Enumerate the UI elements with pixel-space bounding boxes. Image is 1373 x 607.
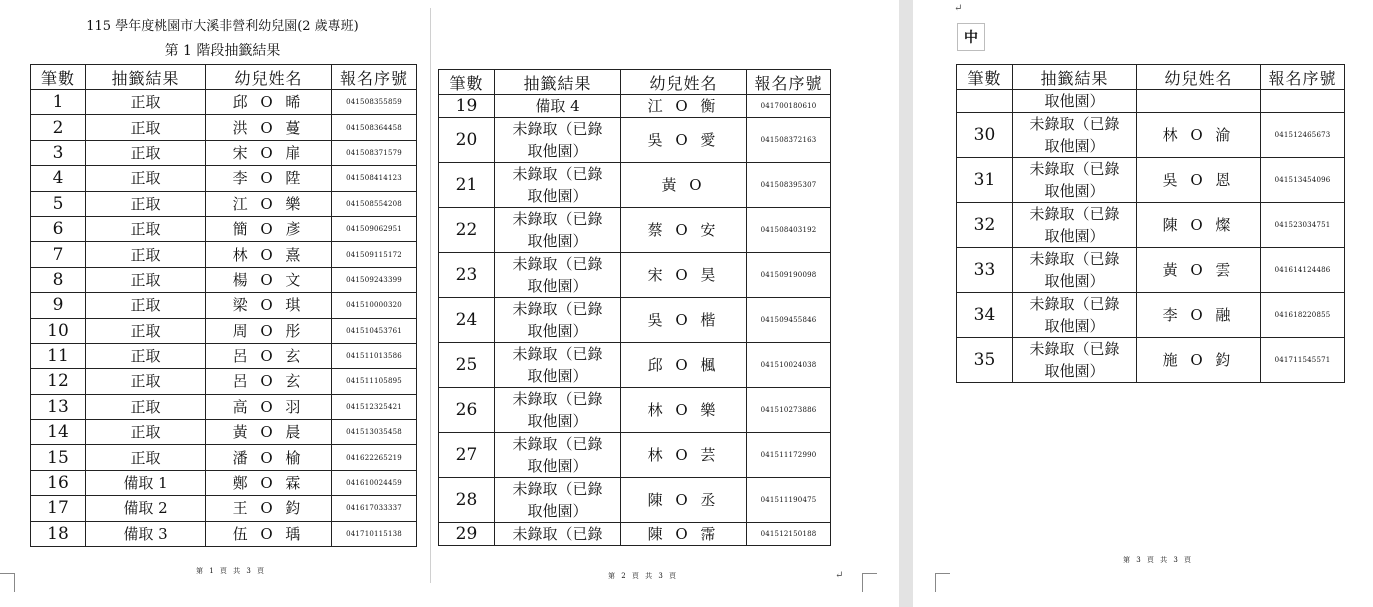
row-result: 正取 [86, 293, 206, 318]
row-reg: 041512150188 [747, 523, 831, 546]
table-row [31, 267, 417, 292]
row-name: 黃 O 晨 [206, 420, 332, 445]
row-reg: 041508355859 [332, 90, 417, 115]
row-result-line-2: 取他園） [1044, 362, 1105, 380]
table-header-row [31, 65, 417, 90]
row-name: 陳 O 霈 [621, 523, 747, 546]
row-reg: 041512325421 [332, 394, 417, 419]
row-name: 伍 O 瑀 [206, 521, 332, 546]
row-result-line-1: 未錄取（已錄 [512, 120, 603, 138]
row-result [1013, 293, 1137, 338]
table-row [31, 496, 417, 521]
col-header-count: 筆數 [957, 65, 1013, 90]
row-result [1013, 158, 1137, 203]
document-title: 115 學年度桃園市大溪非營利幼兒園(2 歲專班) [86, 19, 359, 34]
table-row [439, 298, 831, 343]
col-header-name: 幼兒姓名 [621, 70, 747, 95]
row-reg: 041513035458 [332, 420, 417, 445]
table-row-continuation [957, 90, 1345, 113]
row-count: 15 [31, 445, 86, 470]
row-result-line-2: 取他園） [1044, 227, 1105, 245]
table-row [31, 293, 417, 318]
row-count: 12 [31, 369, 86, 394]
row-result-line-1: 未錄取（已錄 [512, 255, 603, 273]
row-result-line-1: 未錄取（已錄 [512, 390, 603, 408]
row-name: 陳 O 燦 [1137, 203, 1261, 248]
col-header-name: 幼兒姓名 [206, 65, 332, 90]
row-name: 吳 O 愛 [621, 118, 747, 163]
row-reg: 041509243399 [332, 267, 417, 292]
row-name: 陳 O 丞 [621, 478, 747, 523]
row-reg: 041509115172 [332, 242, 417, 267]
row-result-line-2: 取他園） [527, 277, 588, 295]
row-reg: 041508403192 [747, 208, 831, 253]
row-result-line-2: 取他園） [527, 502, 588, 520]
row-result [495, 208, 621, 253]
table-row [439, 208, 831, 253]
row-count: 25 [439, 343, 495, 388]
row-result: 備取 1 [86, 470, 206, 495]
row-name: 黃 O 雲 [1137, 248, 1261, 293]
table-row [439, 388, 831, 433]
row-count: 22 [439, 208, 495, 253]
row-reg: 041618220855 [1261, 293, 1345, 338]
row-result-line-1: 未錄取（已錄 [512, 300, 603, 318]
row-count: 9 [31, 293, 86, 318]
row-count: 26 [439, 388, 495, 433]
row-result [495, 478, 621, 523]
row-name: 吳 O 楷 [621, 298, 747, 343]
row-count: 31 [957, 158, 1013, 203]
row-result-line-2: 取他園） [527, 232, 588, 250]
col-header-name: 幼兒姓名 [1137, 65, 1261, 90]
row-reg: 041511172990 [747, 433, 831, 478]
table-row [439, 478, 831, 523]
table-row [439, 343, 831, 388]
page-gap [899, 0, 913, 607]
row-result-line-2: 取他園） [527, 142, 588, 160]
row-result [1013, 203, 1137, 248]
row-result-line-2: 取他園） [1044, 272, 1105, 290]
row-count: 28 [439, 478, 495, 523]
row-name: 李 O 融 [1137, 293, 1261, 338]
page-footer-3: 第 3 頁 共 3 頁 [1123, 556, 1194, 564]
table-row [439, 433, 831, 478]
row-count: 33 [957, 248, 1013, 293]
row-name: 王 O 鈞 [206, 496, 332, 521]
row-count: 13 [31, 394, 86, 419]
table-row [957, 158, 1345, 203]
table-row [957, 248, 1345, 293]
table-row [31, 166, 417, 191]
row-count: 7 [31, 242, 86, 267]
row-result-line-1: 未錄取（已錄 [1029, 295, 1120, 313]
row-result-line-1: 未錄取（已錄 [512, 435, 603, 453]
table-row [957, 113, 1345, 158]
row-reg: 041513454096 [1261, 158, 1345, 203]
row-result: 備取 2 [86, 496, 206, 521]
row-result: 正取 [86, 343, 206, 368]
crop-mark-left [0, 573, 15, 592]
results-table-page-1 [30, 64, 417, 547]
row-result-line-2: 取他園） [1044, 317, 1105, 335]
column-divider [430, 8, 431, 583]
table-row [31, 140, 417, 165]
table-row [31, 420, 417, 445]
row-reg: 041511105895 [332, 369, 417, 394]
crop-mark-page3 [935, 573, 950, 592]
row-reg: 041711545571 [1261, 338, 1345, 383]
col-header-count: 筆數 [31, 65, 86, 90]
row-reg: 041617033337 [332, 496, 417, 521]
row-reg: 041510453761 [332, 318, 417, 343]
row-result-continuation: 取他園） [1013, 90, 1137, 113]
row-reg: 041508372163 [747, 118, 831, 163]
row-name: 林 O 熹 [206, 242, 332, 267]
row-result-line-1: 未錄取（已錄 [512, 210, 603, 228]
row-result-line-1: 未錄取（已錄 [512, 480, 603, 498]
row-name: 周 O 彤 [206, 318, 332, 343]
row-count: 16 [31, 470, 86, 495]
row-result-line-1: 未錄取（已錄 [1029, 340, 1120, 358]
row-result [495, 298, 621, 343]
table-row [439, 253, 831, 298]
table-row [31, 115, 417, 140]
row-result [495, 163, 621, 208]
row-reg: 041512465673 [1261, 113, 1345, 158]
row-reg: 041508395307 [747, 163, 831, 208]
row-count: 29 [439, 523, 495, 546]
row-name [1137, 90, 1261, 113]
row-result: 正取 [86, 420, 206, 445]
table-header-row [957, 65, 1345, 90]
col-header-result: 抽籤結果 [495, 70, 621, 95]
row-name: 林 O 渝 [1137, 113, 1261, 158]
row-name: 江 O 樂 [206, 191, 332, 216]
row-count: 6 [31, 216, 86, 241]
row-result [495, 343, 621, 388]
row-result-line-1: 未錄取（已錄 [512, 525, 603, 543]
row-name: 鄭 O 霖 [206, 470, 332, 495]
row-name: 楊 O 文 [206, 267, 332, 292]
row-count: 17 [31, 496, 86, 521]
row-result [1013, 248, 1137, 293]
table-row [31, 470, 417, 495]
row-name: 黃 O [621, 163, 747, 208]
row-name: 林 O 芸 [621, 433, 747, 478]
row-name: 洪 O 蔓 [206, 115, 332, 140]
row-count: 21 [439, 163, 495, 208]
row-count: 27 [439, 433, 495, 478]
crop-mark-right [862, 573, 877, 592]
row-result [495, 523, 621, 546]
row-reg: 041710115138 [332, 521, 417, 546]
row-name: 林 O 樂 [621, 388, 747, 433]
table-row [957, 338, 1345, 383]
row-reg: 041523034751 [1261, 203, 1345, 248]
col-header-result: 抽籤結果 [1013, 65, 1137, 90]
results-table-page-3 [956, 64, 1345, 383]
table-row [957, 203, 1345, 248]
row-count: 2 [31, 115, 86, 140]
row-reg [1261, 90, 1345, 113]
row-result-line-2: 取他園） [1044, 182, 1105, 200]
row-reg: 041511013586 [332, 343, 417, 368]
row-reg: 041508554208 [332, 191, 417, 216]
row-name: 邱 O 晞 [206, 90, 332, 115]
results-table-page-2 [438, 69, 831, 546]
row-reg: 041622265219 [332, 445, 417, 470]
table-row [31, 216, 417, 241]
row-reg: 041510000320 [332, 293, 417, 318]
row-result [1013, 113, 1137, 158]
row-reg: 041509062951 [332, 216, 417, 241]
page-footer-1: 第 1 頁 共 3 頁 [196, 567, 267, 575]
table-row [439, 523, 831, 546]
row-name: 宋 O 扉 [206, 140, 332, 165]
row-name: 梁 O 琪 [206, 293, 332, 318]
page-footer-2: 第 2 頁 共 3 頁 [608, 572, 679, 580]
row-name: 李 O 陞 [206, 166, 332, 191]
col-header-count: 筆數 [439, 70, 495, 95]
row-name: 吳 O 恩 [1137, 158, 1261, 203]
col-header-reg: 報名序號 [332, 65, 417, 90]
row-name: 簡 O 彥 [206, 216, 332, 241]
table-row [957, 293, 1345, 338]
table-row [31, 242, 417, 267]
row-result: 正取 [86, 115, 206, 140]
row-count: 20 [439, 118, 495, 163]
row-reg: 041509455846 [747, 298, 831, 343]
row-result: 正取 [86, 191, 206, 216]
paragraph-mark: ↵ [954, 3, 963, 14]
row-result: 正取 [86, 445, 206, 470]
row-count: 10 [31, 318, 86, 343]
row-reg: 041508371579 [332, 140, 417, 165]
row-result-line-2: 取他園） [527, 322, 588, 340]
row-count: 34 [957, 293, 1013, 338]
row-count: 30 [957, 113, 1013, 158]
row-count: 19 [439, 95, 495, 118]
row-result: 正取 [86, 318, 206, 343]
table-row [31, 90, 417, 115]
row-count [957, 90, 1013, 113]
row-result-line-1: 備取 4 [535, 97, 580, 115]
row-result-line-1: 未錄取（已錄 [512, 165, 603, 183]
row-result [495, 388, 621, 433]
paragraph-mark-2: ↵ [835, 570, 844, 581]
col-header-result: 抽籤結果 [86, 65, 206, 90]
row-result-line-2: 取他園） [527, 412, 588, 430]
row-result-line-1: 未錄取（已錄 [1029, 250, 1120, 268]
row-reg: 041511190475 [747, 478, 831, 523]
row-result: 正取 [86, 140, 206, 165]
row-reg: 041508414123 [332, 166, 417, 191]
row-result: 正取 [86, 242, 206, 267]
row-name: 呂 O 玄 [206, 343, 332, 368]
row-result: 正取 [86, 394, 206, 419]
row-result-line-1: 未錄取（已錄 [1029, 205, 1120, 223]
table-row [31, 394, 417, 419]
row-name: 施 O 鈞 [1137, 338, 1261, 383]
row-reg: 041508364458 [332, 115, 417, 140]
table-row [31, 445, 417, 470]
row-reg: 041509190098 [747, 253, 831, 298]
row-count: 1 [31, 90, 86, 115]
row-result-line-1: 未錄取（已錄 [512, 345, 603, 363]
row-result: 正取 [86, 90, 206, 115]
row-reg: 041700180610 [747, 95, 831, 118]
row-result-line-2: 取他園） [527, 367, 588, 385]
row-reg: 041614124486 [1261, 248, 1345, 293]
table-row [439, 95, 831, 118]
row-count: 14 [31, 420, 86, 445]
table-row [31, 521, 417, 546]
row-count: 24 [439, 298, 495, 343]
row-count: 4 [31, 166, 86, 191]
table-row [31, 369, 417, 394]
row-count: 32 [957, 203, 1013, 248]
row-name: 宋 O 昊 [621, 253, 747, 298]
row-result [495, 433, 621, 478]
table-row [31, 343, 417, 368]
row-result: 正取 [86, 216, 206, 241]
row-result: 正取 [86, 166, 206, 191]
row-result-line-1: 未錄取（已錄 [1029, 115, 1120, 133]
row-name: 邱 O 楓 [621, 343, 747, 388]
col-header-reg: 報名序號 [747, 70, 831, 95]
row-count: 18 [31, 521, 86, 546]
row-name: 高 O 羽 [206, 394, 332, 419]
row-count: 35 [957, 338, 1013, 383]
row-count: 11 [31, 343, 86, 368]
row-count: 3 [31, 140, 86, 165]
table-row [31, 318, 417, 343]
table-row [439, 118, 831, 163]
row-reg: 041510273886 [747, 388, 831, 433]
row-result-line-1: 未錄取（已錄 [1029, 160, 1120, 178]
row-name: 呂 O 玄 [206, 369, 332, 394]
table-header-row [439, 70, 831, 95]
row-result: 正取 [86, 369, 206, 394]
row-result-line-2: 取他園） [527, 457, 588, 475]
row-name: 江 O 衡 [621, 95, 747, 118]
row-name: 潘 O 榆 [206, 445, 332, 470]
table-row [439, 163, 831, 208]
col-header-reg: 報名序號 [1261, 65, 1345, 90]
row-result-line-2: 取他園） [1044, 137, 1105, 155]
row-result [495, 118, 621, 163]
row-result: 正取 [86, 267, 206, 292]
row-result [495, 95, 621, 118]
row-result-line-2: 取他園） [527, 187, 588, 205]
row-count: 5 [31, 191, 86, 216]
row-count: 8 [31, 267, 86, 292]
row-result [1013, 338, 1137, 383]
row-name: 蔡 O 安 [621, 208, 747, 253]
row-result: 備取 3 [86, 521, 206, 546]
table-row [31, 191, 417, 216]
document-subtitle: 第 1 階段抽籤結果 [164, 43, 281, 59]
row-result [495, 253, 621, 298]
row-reg: 041510024038 [747, 343, 831, 388]
row-count: 23 [439, 253, 495, 298]
row-reg: 041610024459 [332, 470, 417, 495]
ime-mode-button[interactable]: 中 [957, 23, 985, 51]
